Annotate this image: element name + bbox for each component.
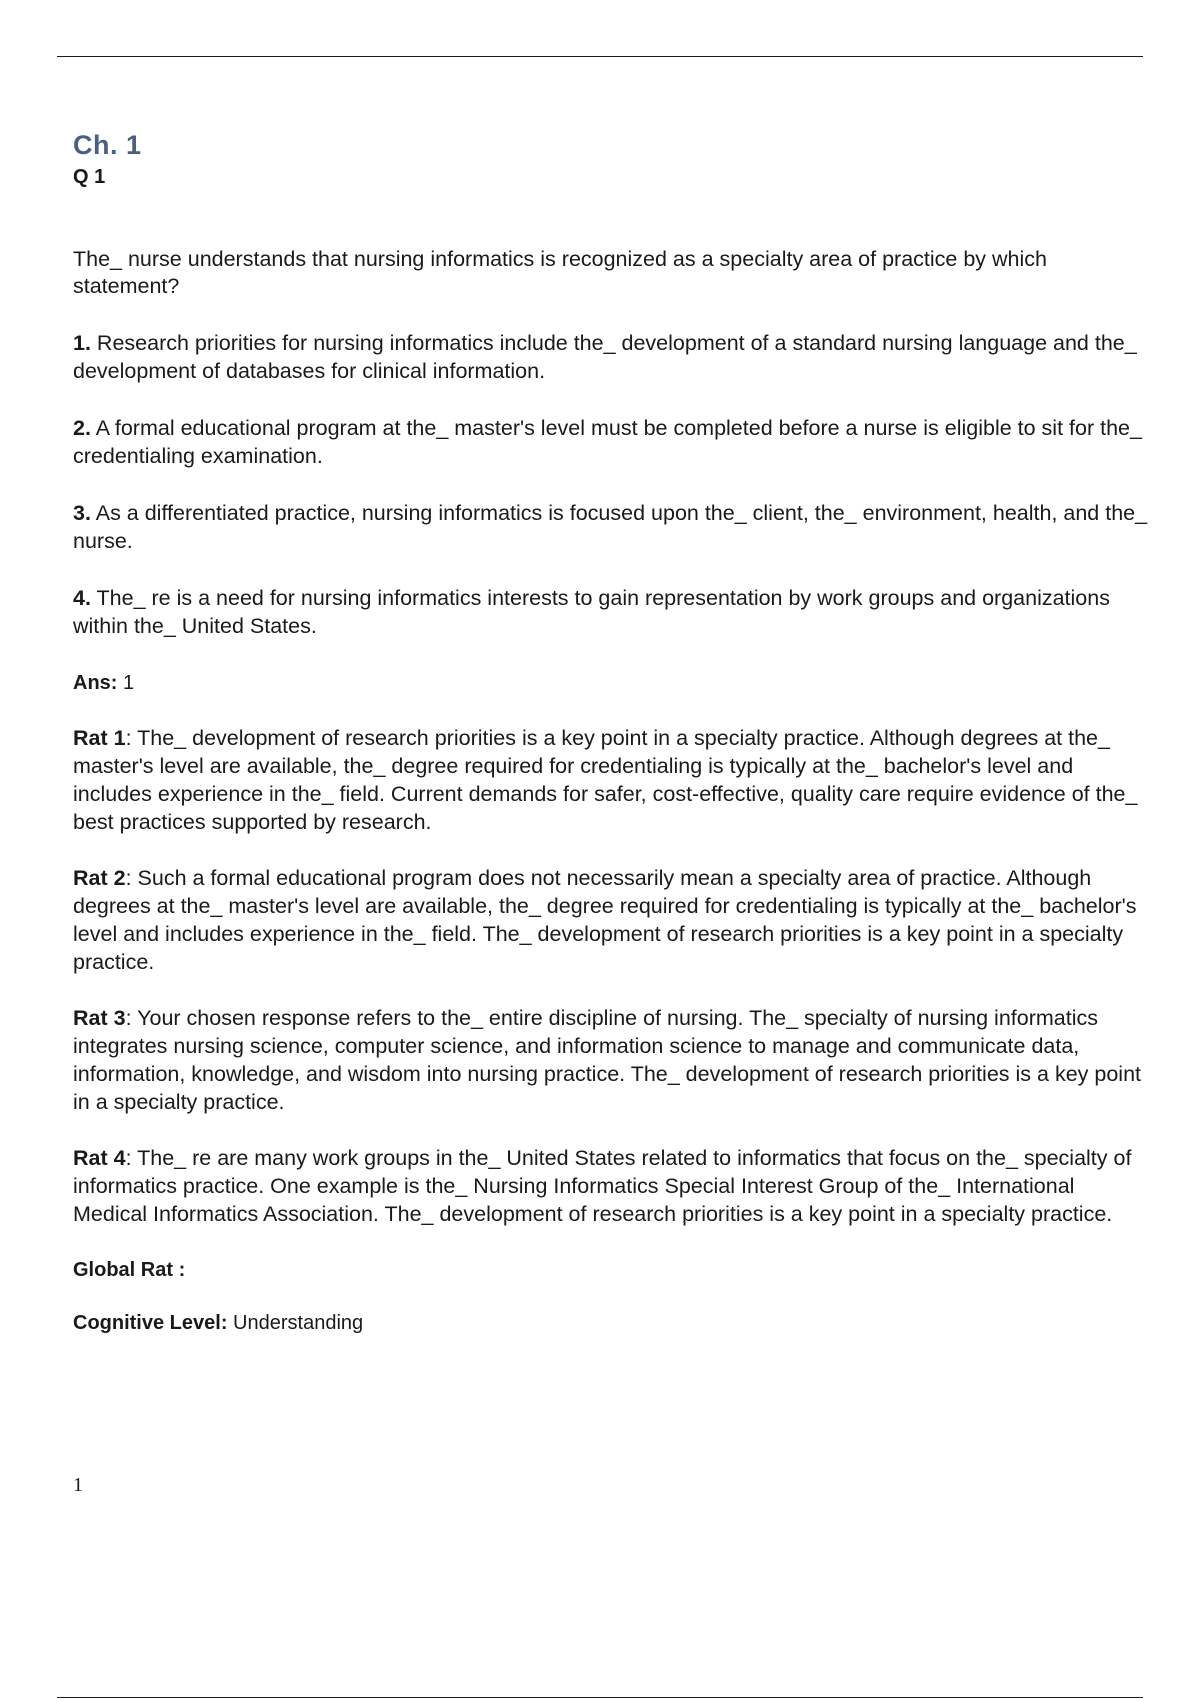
rationale-text: : Your chosen response refers to the_ entire discipline of nursing. The_ specialty of nursing informatics integrates nursing science, computer science, and information science to manage and communicate data, information, knowledge, and wisdom into nursing practice. The_ development of research priorities is a key point in a specialty practice. <box>73 1006 1141 1114</box>
rationale-label: Rat 3 <box>73 1006 126 1030</box>
rationale-label: Rat 4 <box>73 1146 126 1170</box>
option-1 <box>73 329 1153 385</box>
question-content <box>73 128 1153 1336</box>
option-2 <box>73 414 1153 470</box>
option-label: 3. <box>73 501 91 525</box>
option-label: 1. <box>73 331 91 355</box>
option-3 <box>73 499 1153 555</box>
option-text: The_ re is a need for nursing informatics interests to gain representation by work groups and organizations within the_ United States. <box>73 586 1110 638</box>
question-number: Q 1 <box>73 166 106 188</box>
rationale-2 <box>73 864 1153 976</box>
bottom-rule <box>57 1697 1143 1698</box>
global-rationale <box>73 1257 1153 1283</box>
option-label: 2. <box>73 416 91 440</box>
rationale-text: : Such a formal educational program does not necessarily mean a specialty area of practice. Although degrees at the_ master's level are available, the_ degree required for credentialing is typically at the_ bachelor's level and includes experience in the_ field. The_ development of research priorities is a key point in a specialty practice. <box>73 866 1137 974</box>
rationale-label: Rat 2 <box>73 866 126 890</box>
cognitive-level-value: Understanding <box>233 1312 364 1334</box>
rationale-text: : The_ re are many work groups in the_ United States related to informatics that focus on the_ specialty of informatics practice. One example is the_ Nursing Informatics Special Interest Group of the_ International Medical Informatics Association. The_ development of research priorities is a key point in a specialty practice. <box>73 1146 1132 1226</box>
option-text: Research priorities for nursing informatics include the_ development of a standard nursing language and the_ development of databases for clinical information. <box>73 331 1137 383</box>
option-4 <box>73 584 1153 640</box>
cognitive-level <box>73 1310 1153 1336</box>
rationale-1 <box>73 724 1153 836</box>
cognitive-level-label: Cognitive Level: <box>73 1312 228 1334</box>
answer-value: 1 <box>123 672 135 694</box>
rationale-4 <box>73 1144 1153 1228</box>
page-number: 1 <box>73 1474 83 1496</box>
question-stem: The_ nurse understands that nursing informatics is recognized as a specialty area of practice by which statement? <box>73 247 1047 298</box>
global-rationale-label: Global Rat : <box>73 1259 186 1281</box>
chapter-heading: Ch. 1 <box>73 130 142 160</box>
option-label: 4. <box>73 586 91 610</box>
rationale-3 <box>73 1004 1153 1116</box>
rationale-text: : The_ development of research priorities is a key point in a specialty practice. Although degrees at the_ master's level are available, the_ degree required for credentialing is typically at the_ bachelor's level and includes experience in the_ field. Current demands for safer, cost-effective, quality care require evidence of the_ best practices supported by research. <box>73 726 1138 834</box>
rationale-label: Rat 1 <box>73 726 126 750</box>
top-rule <box>57 56 1143 57</box>
option-text: As a differentiated practice, nursing informatics is focused upon the_ client, the_ environment, health, and the_ nurse. <box>73 501 1148 553</box>
answer <box>73 670 1153 696</box>
option-text: A formal educational program at the_ master's level must be completed before a nurse is eligible to sit for the_ credentialing examination. <box>73 416 1142 468</box>
answer-label: Ans: <box>73 672 118 694</box>
